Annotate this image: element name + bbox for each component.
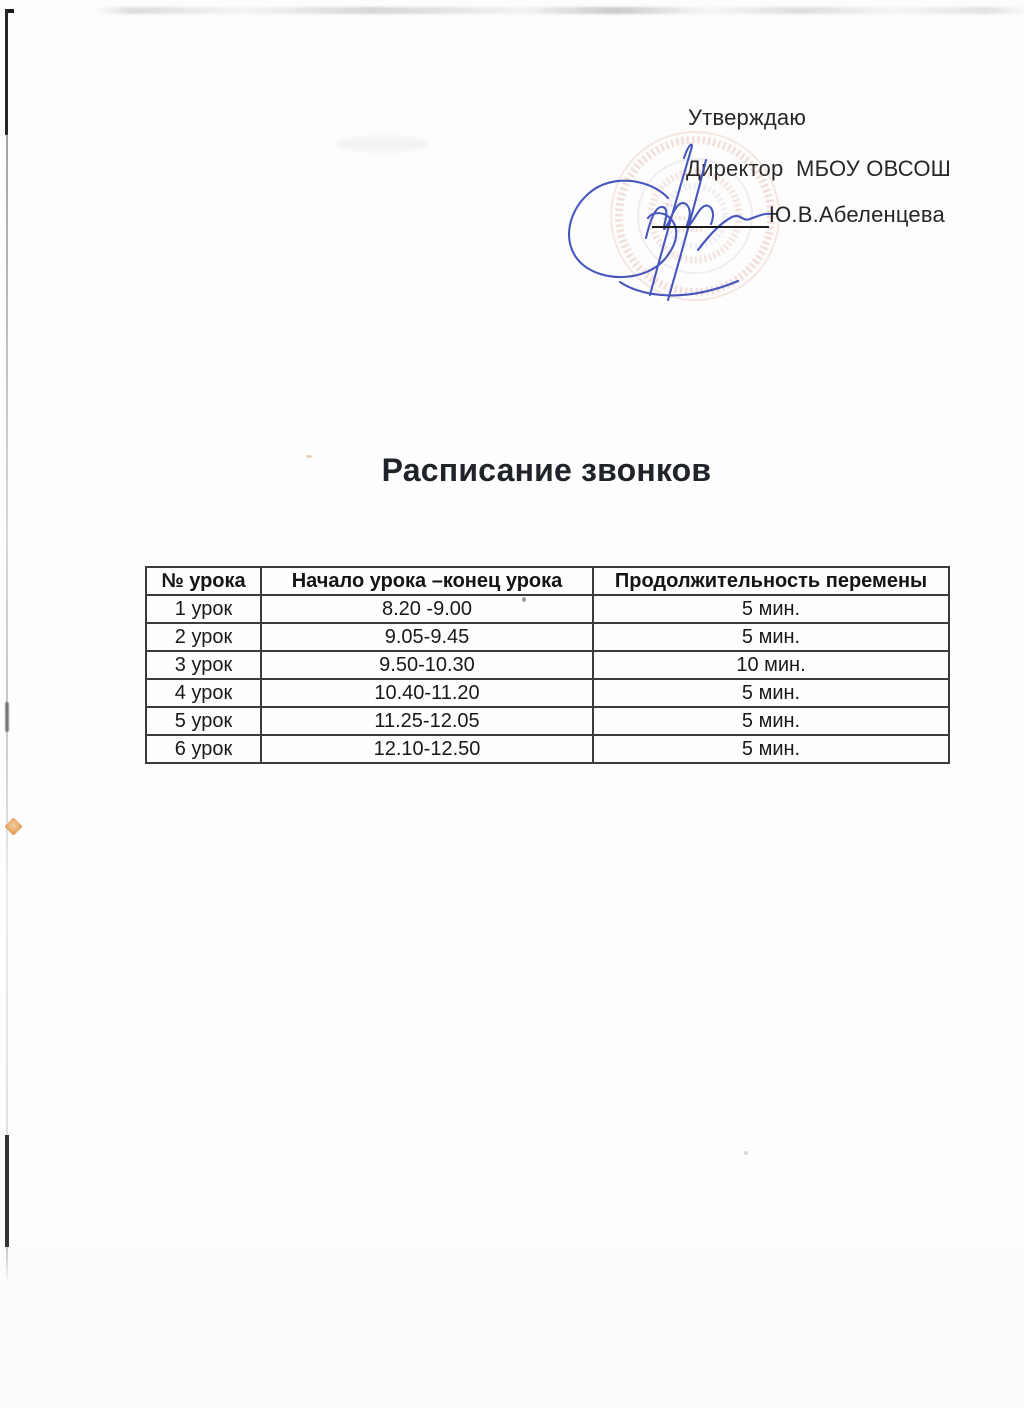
table-row xyxy=(146,623,949,651)
cell-lesson-time: 9.05-9.45 xyxy=(261,623,593,651)
table-row xyxy=(146,735,949,763)
signatory-name: Ю.В.Абеленцева xyxy=(769,202,945,227)
cell-lesson-number: 6 урок xyxy=(146,735,261,763)
cell-lesson-time: 11.25-12.05 xyxy=(261,707,593,735)
scan-speck xyxy=(744,1151,748,1155)
header-lesson-number: № урока xyxy=(146,567,261,595)
cell-lesson-number: 1 урок xyxy=(146,595,261,623)
table-row xyxy=(146,595,949,623)
table-header-row xyxy=(146,567,949,595)
cell-lesson-time: 9.50-10.30 xyxy=(261,651,593,679)
cell-lesson-time: 12.10-12.50 xyxy=(261,735,593,763)
director-line: Директор МБОУ ОВСОШ xyxy=(686,156,952,181)
signature-underline xyxy=(652,226,769,228)
table-row xyxy=(146,707,949,735)
cell-lesson-time: 10.40-11.20 xyxy=(261,679,593,707)
scan-edge-line-top xyxy=(5,9,8,135)
cell-break-duration: 5 мин. xyxy=(593,707,949,735)
scan-edge-line-fade xyxy=(6,1247,8,1285)
table-row xyxy=(146,679,949,707)
approve-label: Утверждаю xyxy=(688,105,807,130)
cell-lesson-number: 4 урок xyxy=(146,679,261,707)
scan-edge-line-bottom xyxy=(5,1135,9,1247)
header-lesson-time: Начало урока –конец урока xyxy=(261,567,593,595)
page-title: Расписание звонков xyxy=(381,452,712,488)
cell-lesson-number: 5 урок xyxy=(146,707,261,735)
cell-lesson-number: 3 урок xyxy=(146,651,261,679)
cell-break-duration: 5 мин. xyxy=(593,679,949,707)
scan-edge-line-middle xyxy=(6,134,8,1136)
bell-schedule-table xyxy=(145,566,950,764)
table-row xyxy=(146,651,949,679)
stamp-and-signature xyxy=(540,110,840,350)
scan-smudge xyxy=(335,136,430,152)
cell-lesson-time: 8.20 -9.00 xyxy=(261,595,593,623)
scan-streak-top xyxy=(95,7,1024,14)
cell-break-duration: 5 мин. xyxy=(593,595,949,623)
header-break-duration: Продолжительность перемены xyxy=(593,567,949,595)
cell-break-duration: 10 мин. xyxy=(593,651,949,679)
scan-edge-blob xyxy=(5,702,9,732)
cell-lesson-number: 2 урок xyxy=(146,623,261,651)
cell-break-duration: 5 мин. xyxy=(593,623,949,651)
cell-break-duration: 5 мин. xyxy=(593,735,949,763)
